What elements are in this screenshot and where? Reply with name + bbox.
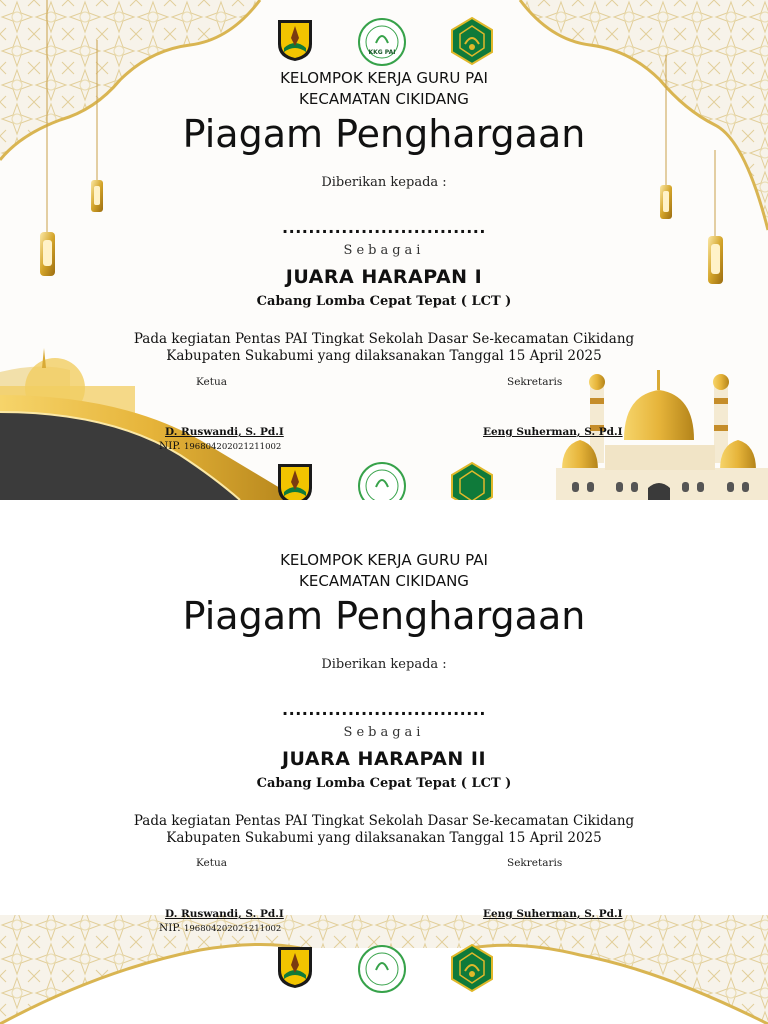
chair-role: Ketua bbox=[196, 857, 228, 869]
nip-value: 196804202021211002 bbox=[183, 924, 282, 934]
kemenag-emblem-icon bbox=[448, 16, 496, 66]
regency-crest-icon bbox=[276, 945, 314, 989]
chair-nip bbox=[159, 440, 281, 452]
org-line-2: KECAMATAN CIKIDANG bbox=[299, 572, 469, 590]
award-title: JUARA HARAPAN I bbox=[285, 266, 483, 288]
secretary-name: Eeng Suherman, S. Pd.I bbox=[483, 908, 623, 920]
recipient-name-placeholder: ............................... bbox=[282, 700, 486, 719]
secretary-role: Sekretaris bbox=[507, 857, 563, 869]
chair-nip bbox=[159, 922, 281, 934]
regency-crest-icon bbox=[276, 462, 314, 500]
org-line-1: KELOMPOK KERJA GURU PAI bbox=[280, 69, 488, 87]
award-title: JUARA HARAPAN II bbox=[281, 748, 487, 770]
given-to-label: Diberikan kepada : bbox=[321, 657, 447, 672]
organization-name bbox=[0, 68, 768, 110]
regency-crest-icon bbox=[276, 18, 314, 62]
secretary-name: Eeng Suherman, S. Pd.I bbox=[483, 426, 623, 438]
as-label: Sebagai bbox=[343, 725, 425, 740]
chair-role: Ketua bbox=[196, 376, 228, 388]
certificate-title: Piagam Penghargaan bbox=[182, 594, 586, 638]
event-description bbox=[0, 331, 768, 365]
kemenag-emblem-icon bbox=[448, 461, 496, 500]
as-label: Sebagai bbox=[343, 243, 425, 258]
org-line-2: KECAMATAN CIKIDANG bbox=[299, 90, 469, 108]
nip-label: NIP. bbox=[159, 440, 181, 452]
nip-value: 196804202021211002 bbox=[183, 442, 282, 452]
nip-label: NIP. bbox=[159, 922, 181, 934]
chair-name: D. Ruswandi, S. Pd.I bbox=[165, 908, 284, 920]
chair-name: D. Ruswandi, S. Pd.I bbox=[165, 426, 284, 438]
event-description bbox=[0, 813, 768, 847]
certificate-page-1 bbox=[0, 0, 768, 500]
description-line-2: Kabupaten Sukabumi yang dilaksanakan Tanggal 15 April 2025 bbox=[166, 830, 602, 846]
recipient-name-placeholder: ............................... bbox=[282, 218, 486, 237]
given-to-label: Diberikan kepada : bbox=[321, 175, 447, 190]
svg-text:KKG PAI: KKG PAI bbox=[368, 49, 396, 56]
kkg-pai-seal-icon bbox=[357, 944, 407, 994]
organization-name bbox=[0, 550, 768, 592]
org-line-1: KELOMPOK KERJA GURU PAI bbox=[280, 551, 488, 569]
certificate-title: Piagam Penghargaan bbox=[182, 112, 586, 156]
certificate-page-2 bbox=[0, 500, 768, 1024]
description-line-2: Kabupaten Sukabumi yang dilaksanakan Tanggal 15 April 2025 bbox=[166, 348, 602, 364]
kkg-pai-seal-icon bbox=[357, 17, 407, 67]
kkg-pai-seal-icon bbox=[357, 461, 407, 500]
competition-branch: Cabang Lomba Cepat Tepat ( LCT ) bbox=[256, 294, 512, 309]
kemenag-emblem-icon bbox=[448, 943, 496, 993]
description-line-1: Pada kegiatan Pentas PAI Tingkat Sekolah Dasar Se-kecamatan Cikidang bbox=[133, 813, 635, 829]
secretary-role: Sekretaris bbox=[507, 376, 563, 388]
description-line-1: Pada kegiatan Pentas PAI Tingkat Sekolah Dasar Se-kecamatan Cikidang bbox=[133, 331, 635, 347]
competition-branch: Cabang Lomba Cepat Tepat ( LCT ) bbox=[256, 776, 512, 791]
